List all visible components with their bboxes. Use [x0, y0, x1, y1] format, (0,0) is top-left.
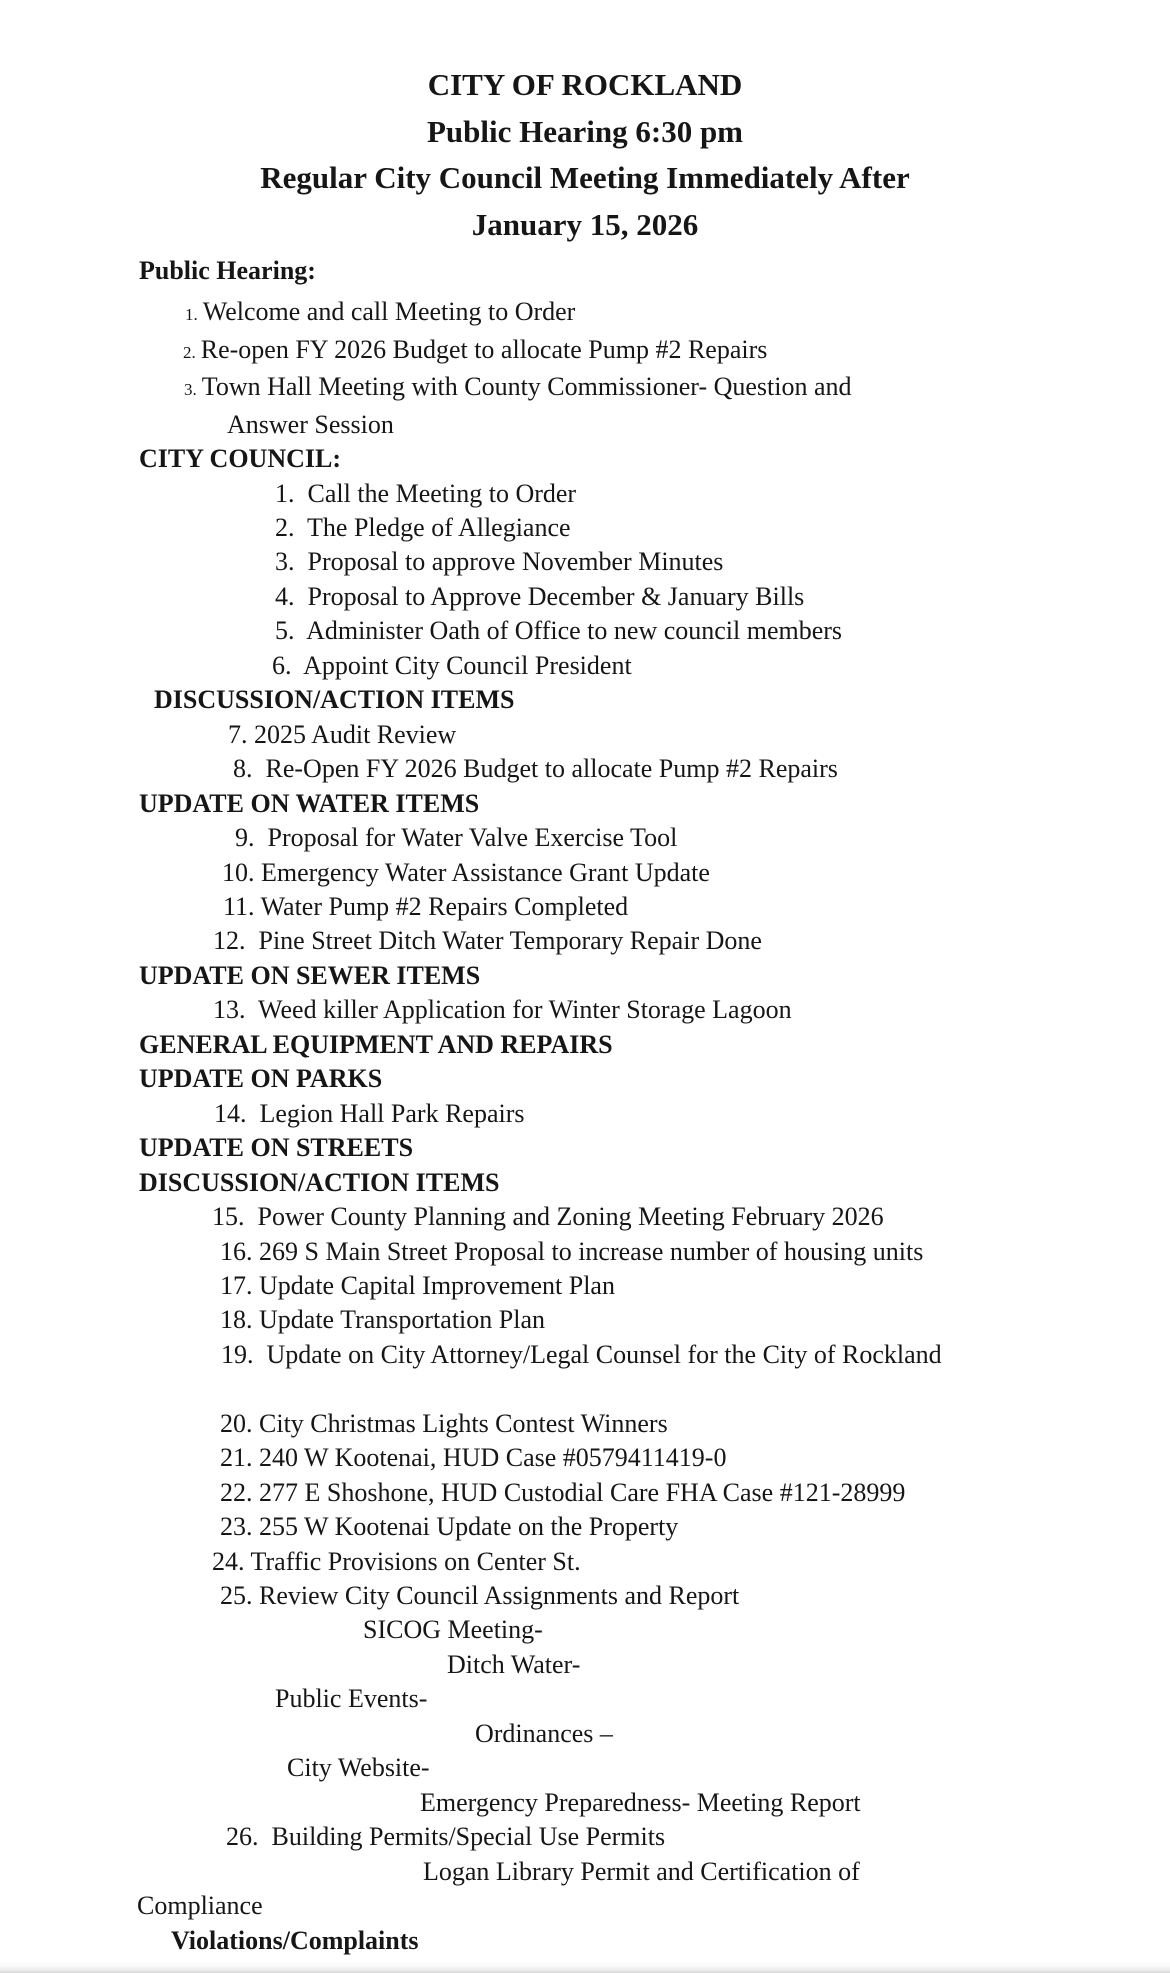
agenda-line: 4. Proposal to Approve December & January Bills — [275, 581, 805, 611]
agenda-line: 16. 269 S Main Street Proposal to increase number of housing units — [220, 1236, 924, 1266]
section-header: UPDATE ON PARKS — [139, 1064, 383, 1094]
agenda-item — [0, 333, 1170, 370]
list-number: 3. — [184, 380, 197, 400]
section-header: Violations/Complaints — [171, 1925, 419, 1955]
agenda-line: 19. Update on City Attorney/Legal Counsel for the City of Rockland — [221, 1339, 942, 1369]
agenda-line: Emergency Preparedness- Meeting Report — [420, 1787, 861, 1817]
agenda-item-text: Re-open FY 2026 Budget to allocate Pump #2 Repairs — [200, 334, 768, 364]
agenda-line: Public Events- — [275, 1684, 428, 1714]
agenda-item — [0, 370, 1170, 407]
agenda-line: 5. Administer Oath of Office to new council members — [275, 616, 843, 646]
agenda-line: 20. City Christmas Lights Contest Winners — [220, 1408, 668, 1438]
agenda-line: 6. Appoint City Council President — [272, 650, 632, 680]
agenda-line: 9. Proposal for Water Valve Exercise Tool — [235, 823, 678, 853]
agenda-line: 7. 2025 Audit Review — [228, 719, 457, 749]
list-number: 2. — [183, 342, 196, 362]
agenda-line: Ordinances – — [475, 1718, 613, 1748]
agenda-line: 11. Water Pump #2 Repairs Completed — [223, 891, 629, 921]
agenda-line: Logan Library Permit and Certification of — [423, 1856, 860, 1886]
section-header: UPDATE ON WATER ITEMS — [139, 788, 480, 818]
agenda-line: City Website- — [287, 1753, 430, 1783]
agenda-line: 13. Weed killer Application for Winter Storage Lagoon — [213, 995, 792, 1025]
section-header: Public Hearing: — [139, 255, 316, 285]
agenda-line: 10. Emergency Water Assistance Grant Update — [222, 857, 710, 887]
agenda-item — [0, 295, 1170, 332]
document-title-line: Regular City Council Meeting Immediately After — [260, 160, 910, 196]
agenda-line: SICOG Meeting- — [363, 1615, 543, 1645]
list-number: 1. — [185, 305, 198, 325]
agenda-line: 26. Building Permits/Special Use Permits — [226, 1822, 666, 1852]
agenda-line: 12. Pine Street Ditch Water Temporary Repair Done — [213, 926, 762, 956]
blank-line — [0, 1372, 1170, 1406]
agenda-line: Answer Session — [227, 409, 394, 439]
agenda-line: 8. Re-Open FY 2026 Budget to allocate Pump #2 Repairs — [233, 754, 838, 784]
document-title-line: CITY OF ROCKLAND — [427, 67, 743, 102]
agenda-line: 25. Review City Council Assignments and Report — [220, 1581, 740, 1611]
agenda-line: 21. 240 W Kootenai, HUD Case #0579411419-0 — [220, 1443, 727, 1473]
section-header: DISCUSSION/ACTION ITEMS — [139, 1167, 500, 1197]
section-header: UPDATE ON STREETS — [139, 1133, 414, 1163]
document-header — [0, 0, 1170, 249]
section-header: DISCUSSION/ACTION ITEMS — [154, 685, 515, 715]
agenda-body — [0, 254, 1170, 1958]
agenda-line: 22. 277 E Shoshone, HUD Custodial Care FHA Case #121-28999 — [220, 1477, 906, 1507]
section-header: UPDATE ON SEWER ITEMS — [139, 960, 481, 990]
section-header: CITY COUNCIL: — [139, 444, 341, 474]
agenda-item-text: Town Hall Meeting with County Commissioner- Question and — [201, 372, 852, 402]
agenda-line: 14. Legion Hall Park Repairs — [214, 1098, 525, 1128]
agenda-line: 18. Update Transportation Plan — [220, 1305, 545, 1335]
agenda-line: 24. Traffic Provisions on Center St. — [212, 1546, 581, 1576]
agenda-line: Compliance — [137, 1891, 263, 1921]
agenda-item-text: Welcome and call Meeting to Order — [202, 297, 576, 327]
document-title-line: January 15, 2026 — [471, 207, 699, 243]
agenda-line: 23. 255 W Kootenai Update on the Property — [220, 1512, 679, 1542]
page-bottom-scan-edge — [0, 1962, 1170, 1973]
agenda-line: 2. The Pledge of Allegiance — [275, 512, 571, 542]
agenda-line: 3. Proposal to approve November Minutes — [275, 547, 724, 577]
section-header: GENERAL EQUIPMENT AND REPAIRS — [139, 1029, 613, 1059]
agenda-line: 17. Update Capital Improvement Plan — [220, 1270, 615, 1300]
document-title-line: Public Hearing 6:30 pm — [426, 113, 744, 149]
agenda-line: 15. Power County Planning and Zoning Meeting February 2026 — [212, 1202, 884, 1232]
agenda-line: Ditch Water- — [447, 1649, 581, 1679]
agenda-line: 1. Call the Meeting to Order — [275, 478, 577, 508]
